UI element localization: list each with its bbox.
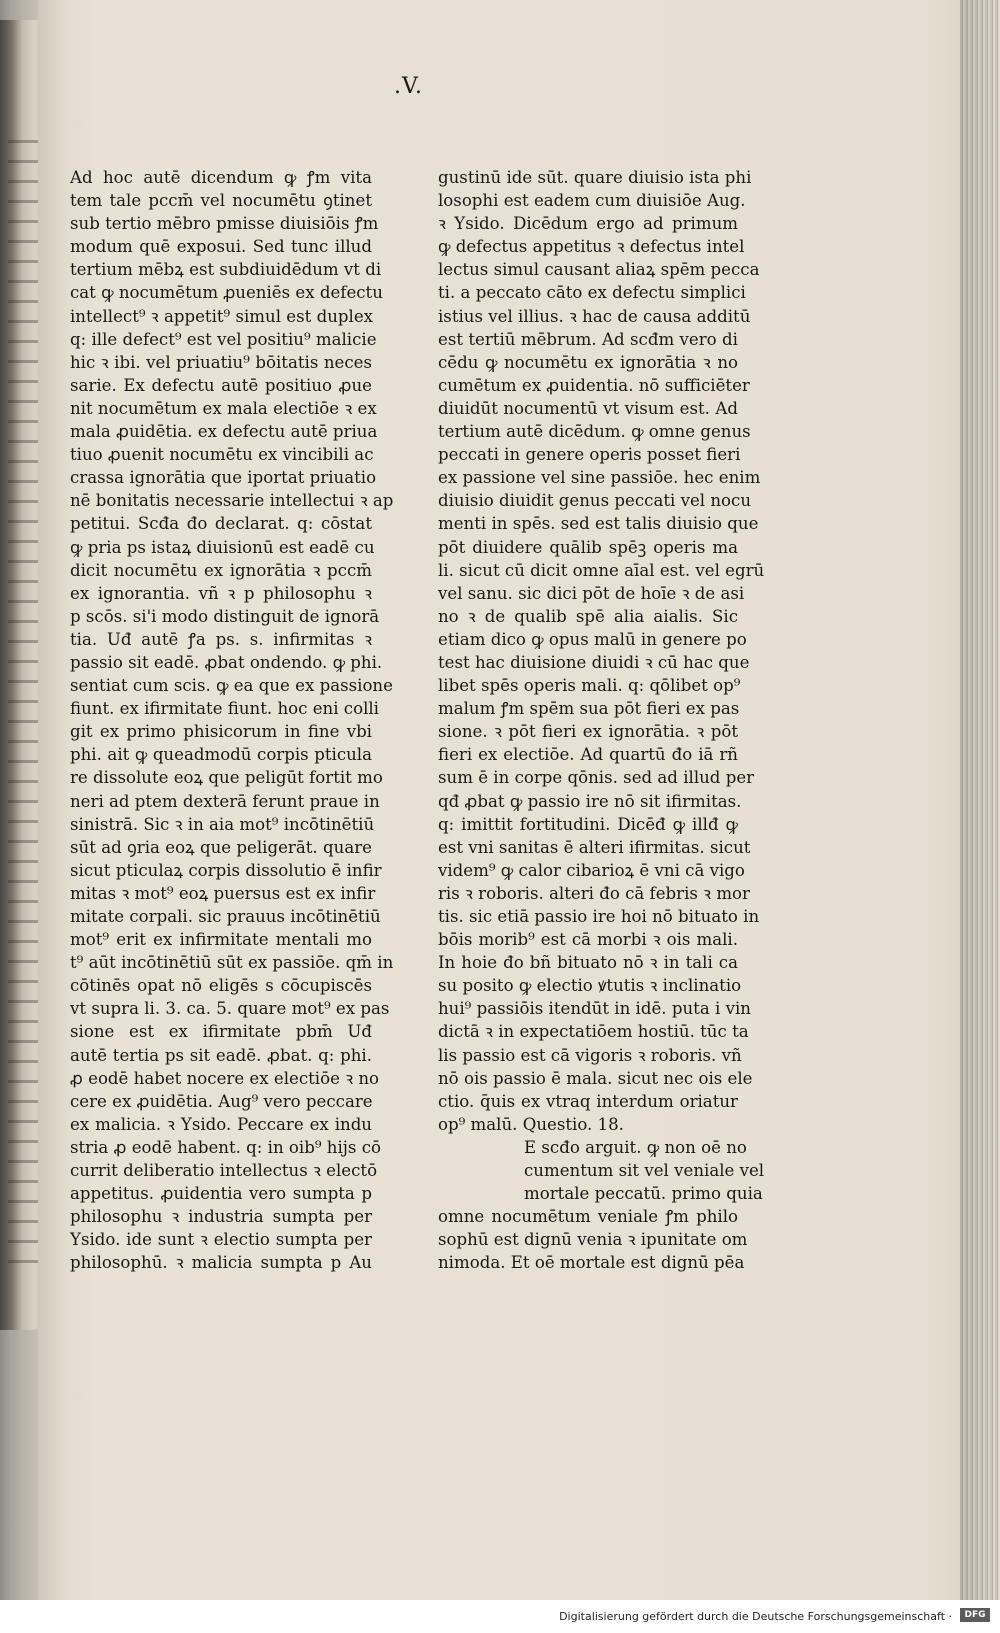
text-line: passio sit eadē. ꝓbat ondendo. ꝙ phi. — [70, 652, 383, 672]
text-line: cere ex ꝓuidētia. Aug⁹ vero peccare — [70, 1091, 373, 1111]
text-line: lectus simul causant aliaꝝ spēm pecca — [438, 260, 760, 280]
text-line: videm⁹ ꝙ calor cibarioꝝ ē vni cā vigo — [438, 860, 745, 880]
text-line: omne nocumētum veniale ꝭm philo — [438, 1207, 738, 1227]
text-line: libet spēs operis mali. q: qōlibet op⁹ — [438, 676, 741, 696]
text-line: diuisio diuidit genus peccati vel nocu — [438, 491, 752, 511]
text-line: nō ois passio ē mala. sicut nec ois ele — [438, 1068, 753, 1088]
text-line: Ysido. ide sunt ꝛ electio sumpta per — [70, 1230, 372, 1250]
text-line: hic ꝛ ibi. vel priuatiu⁹ bōitatis neces — [70, 352, 372, 372]
text-line: malum ꝭm spēm sua pōt fieri ex pas — [438, 699, 740, 719]
text-line: ꝙ pria ps istaꝝ diuisionū est eadē cu — [70, 537, 375, 557]
text-line: Ad hoc autē dicendum ꝙ ꝭm vita — [70, 168, 372, 187]
text-line: sarie. Ex defectu autē positiuo ꝓue — [70, 375, 372, 395]
text-line: appetitus. ꝓuidentia vero sumpta p — [70, 1184, 372, 1204]
text-line: nē bonitatis necessarie intellectui ꝛ ap — [70, 491, 394, 511]
text-line: philosophū. ꝛ malicia sumpta p Au — [70, 1253, 372, 1273]
text-line: su posito ꝙ electio ꝟtutis ꝛ inclinatio — [438, 976, 742, 996]
text-line: sum ē in corpe qōnis. sed ad illud per — [438, 768, 755, 788]
right-text-column — [438, 166, 765, 1275]
text-line: sophū est dignū venia ꝛ ipunitate om — [438, 1230, 748, 1250]
text-line: intellect⁹ ꝛ appetit⁹ simul est duplex — [70, 306, 373, 326]
text-line: lis passio est cā vigoris ꝛ roboris. vñ — [438, 1045, 742, 1065]
text-line: q: imittit fortitudini. Dicēđ ꝙ illđ ꝙ — [438, 814, 738, 834]
text-line: vt supra li. 3. ca. 5. quare mot⁹ ex pas — [70, 999, 390, 1019]
text-line: p scōs. si'i modo distinguit de ignorā — [70, 606, 380, 626]
text-line: no ꝛ de qualib spē alia aialis. Sic — [438, 606, 738, 626]
text-line: ꝛ Ysido. Dicēdum ergo ad primum — [438, 214, 738, 234]
text-line: E scđo arguit. ꝙ non oē no — [524, 1137, 747, 1157]
text-line: tiuo ꝓuenit nocumētu ex vincibili ac — [70, 445, 374, 465]
text-line: mitas ꝛ mot⁹ eoꝝ puersus est ex infir — [70, 883, 376, 903]
text-line: tertium autē dicēdum. ꝙ omne genus — [438, 422, 751, 442]
text-line: ꝙ defectus appetitus ꝛ defectus intel — [438, 237, 745, 257]
text-line: qđ ꝓbat ꝙ passio ire nō sit ifirmitas. — [438, 791, 742, 811]
text-line: cōtinēs opat nō eligēs s cōcupiscēs — [70, 976, 372, 996]
text-line: sione. ꝛ pōt fieri ex ignorātia. ꝛ pōt — [438, 722, 738, 742]
text-line: nit nocumētum ex mala electiōe ꝛ ex — [70, 398, 377, 418]
text-line: cēdu ꝙ nocumētu ex ignorātia ꝛ no — [438, 352, 738, 372]
text-line: est vni sanitas ē alteri ifirmitas. sicut — [438, 837, 751, 857]
text-line: tertium mēbꝝ est subdiuidēdum vt di — [70, 260, 382, 280]
text-line: losophi est eadem cum diuisiōe Aug. — [438, 191, 746, 211]
text-line: mortale peccatū. primo quia — [524, 1184, 763, 1204]
text-line: philosophu ꝛ industria sumpta per — [70, 1207, 372, 1227]
text-line: op⁹ malū. Questio. 18. — [438, 1114, 624, 1134]
text-line: ex malicia. ꝛ Ysido. Peccare ex indu — [70, 1114, 372, 1134]
text-line: phi. ait ꝙ queadmodū corpis pticula — [70, 745, 372, 765]
text-line: sicut pticulaꝝ corpis dissolutio ē infir — [70, 860, 382, 880]
text-line: sūt ad ꝯria eoꝝ que peligerāt. quare — [70, 837, 372, 857]
text-line: crassa ignorātia que iportat priuatio — [70, 468, 377, 488]
text-line: mot⁹ erit ex infirmitate mentali mo — [70, 930, 372, 950]
left-text-column — [70, 166, 394, 1275]
dfg-logo: DFG — [960, 1608, 990, 1622]
text-line: gustinū ide sūt. quare diuisio ista phi — [438, 168, 752, 187]
text-line: ꝓ eodē habet nocere ex electiōe ꝛ no — [70, 1068, 380, 1088]
text-line: test hac diuisione diuidi ꝛ cū hac que — [438, 652, 750, 672]
text-line: pōt diuidere quālib spēꝫ operis ma — [438, 537, 738, 557]
text-line: cumētum ex ꝓuidentia. nō sufficiēter — [438, 375, 750, 395]
text-line: diuidūt nocumentū vt visum est. Ad — [438, 398, 738, 418]
text-line: istius vel illius. ꝛ hac de causa additū — [438, 306, 751, 326]
text-line: sione est ex ifirmitate pbm̄ Uđ — [70, 1022, 372, 1042]
text-line: ex passione vel sine passiōe. hec enim — [438, 468, 761, 488]
text-line: In hoie đo bñ bituato nō ꝛ in tali ca — [438, 953, 738, 973]
funding-credit: Digitalisierung gefördert durch die Deutsche Forschungsgemeinschaft · — [559, 1610, 952, 1623]
text-line: git ex primo phisicorum in fine vbi — [70, 722, 372, 742]
text-line: petitui. Scđa đo declarat. q: cōstat — [70, 514, 372, 534]
text-line: currit deliberatio intellectus ꝛ electō — [70, 1161, 378, 1181]
text-line: mitate corpali. sic prauus incōtinētiū — [70, 907, 381, 926]
text-line: cumentum sit vel veniale vel — [524, 1161, 765, 1181]
text-line: re dissolute eoꝝ que peligūt fortit mo — [70, 768, 383, 788]
text-line: nimoda. Et oē mortale est dignū pēa — [438, 1253, 745, 1273]
text-line: peccati in genere operis posset fieri — [438, 445, 741, 465]
text-line: sentiat cum scis. ꝙ ea que ex passione — [70, 676, 393, 696]
text-line: mala ꝓuidētia. ex defectu autē priua — [70, 422, 378, 442]
text-line: vel sanu. sic dici pōt de hoīe ꝛ de asi — [438, 583, 745, 603]
text-line: tis. sic etiā passio ire hoi nō bituato in — [438, 907, 760, 926]
text-line: menti in spēs. sed est talis diuisio que — [438, 514, 759, 534]
text-line: stria ꝓ eodē habent. q: in oib⁹ hijs cō — [70, 1137, 381, 1157]
text-line: sub tertio mēbro pmisse diuisiōis ꝭm — [70, 214, 379, 234]
text-line: ris ꝛ roboris. alteri đo cā febris ꝛ mor — [438, 883, 750, 903]
text-line: modum quē exposui. Sed tunc illud — [70, 237, 372, 257]
text-line: tia. Uđ autē ꝭa ps. s. infirmitas ꝛ — [70, 629, 372, 649]
text-line: tem tale pccm̄ vel nocumētu ꝯtinet — [70, 191, 372, 211]
text-line: autē tertia ps sit eadē. ꝓbat. q: phi. — [70, 1045, 372, 1065]
text-line: etiam dico ꝙ opus malū in genere po — [438, 629, 747, 649]
folio-number: .V. — [394, 74, 424, 99]
digitization-footer — [0, 1600, 1000, 1633]
text-line: ex ignorantia. vñ ꝛ p philosophu ꝛ — [70, 583, 372, 603]
text-line: ti. a peccato cāto ex defectu simplici — [438, 283, 746, 303]
text-line: hui⁹ passiōis itendūt in idē. puta i vin — [438, 999, 751, 1019]
text-line: sinistrā. Sic ꝛ in aia mot⁹ incōtinētiū — [70, 814, 375, 834]
text-line: q: ille defect⁹ est vel positiu⁹ malicie — [70, 329, 377, 349]
text-line: cat ꝙ nocumētum ꝓueniēs ex defectu — [70, 283, 383, 303]
text-line: t⁹ aūt incōtinētiū sūt ex passiōe. qm̄ in — [70, 953, 394, 973]
text-line: dictā ꝛ in expectatiōem hostiū. tūc ta — [438, 1022, 749, 1042]
text-line: ctio. q̄uis ex vtraq interdum oriatur — [438, 1091, 738, 1111]
text-line: neri ad ptem dexterā ferunt praue in — [70, 791, 380, 811]
text-line: fieri ex electiōe. Ad quartū đo iā rñ — [438, 745, 738, 765]
text-line: bōis morib⁹ est cā morbi ꝛ ois mali. — [438, 930, 738, 950]
text-line: li. sicut cū dicit omne aīal est. vel egrū — [438, 560, 765, 580]
text-line: est tertiū mēbrum. Ad scđm vero di — [438, 329, 738, 349]
page-fore-edge — [960, 0, 1000, 1600]
text-line: fiunt. ex ifirmitate fiunt. hoc eni colli — [70, 699, 379, 719]
text-line: dicit nocumētu ex ignorātia ꝛ pccm̄ — [70, 560, 372, 580]
